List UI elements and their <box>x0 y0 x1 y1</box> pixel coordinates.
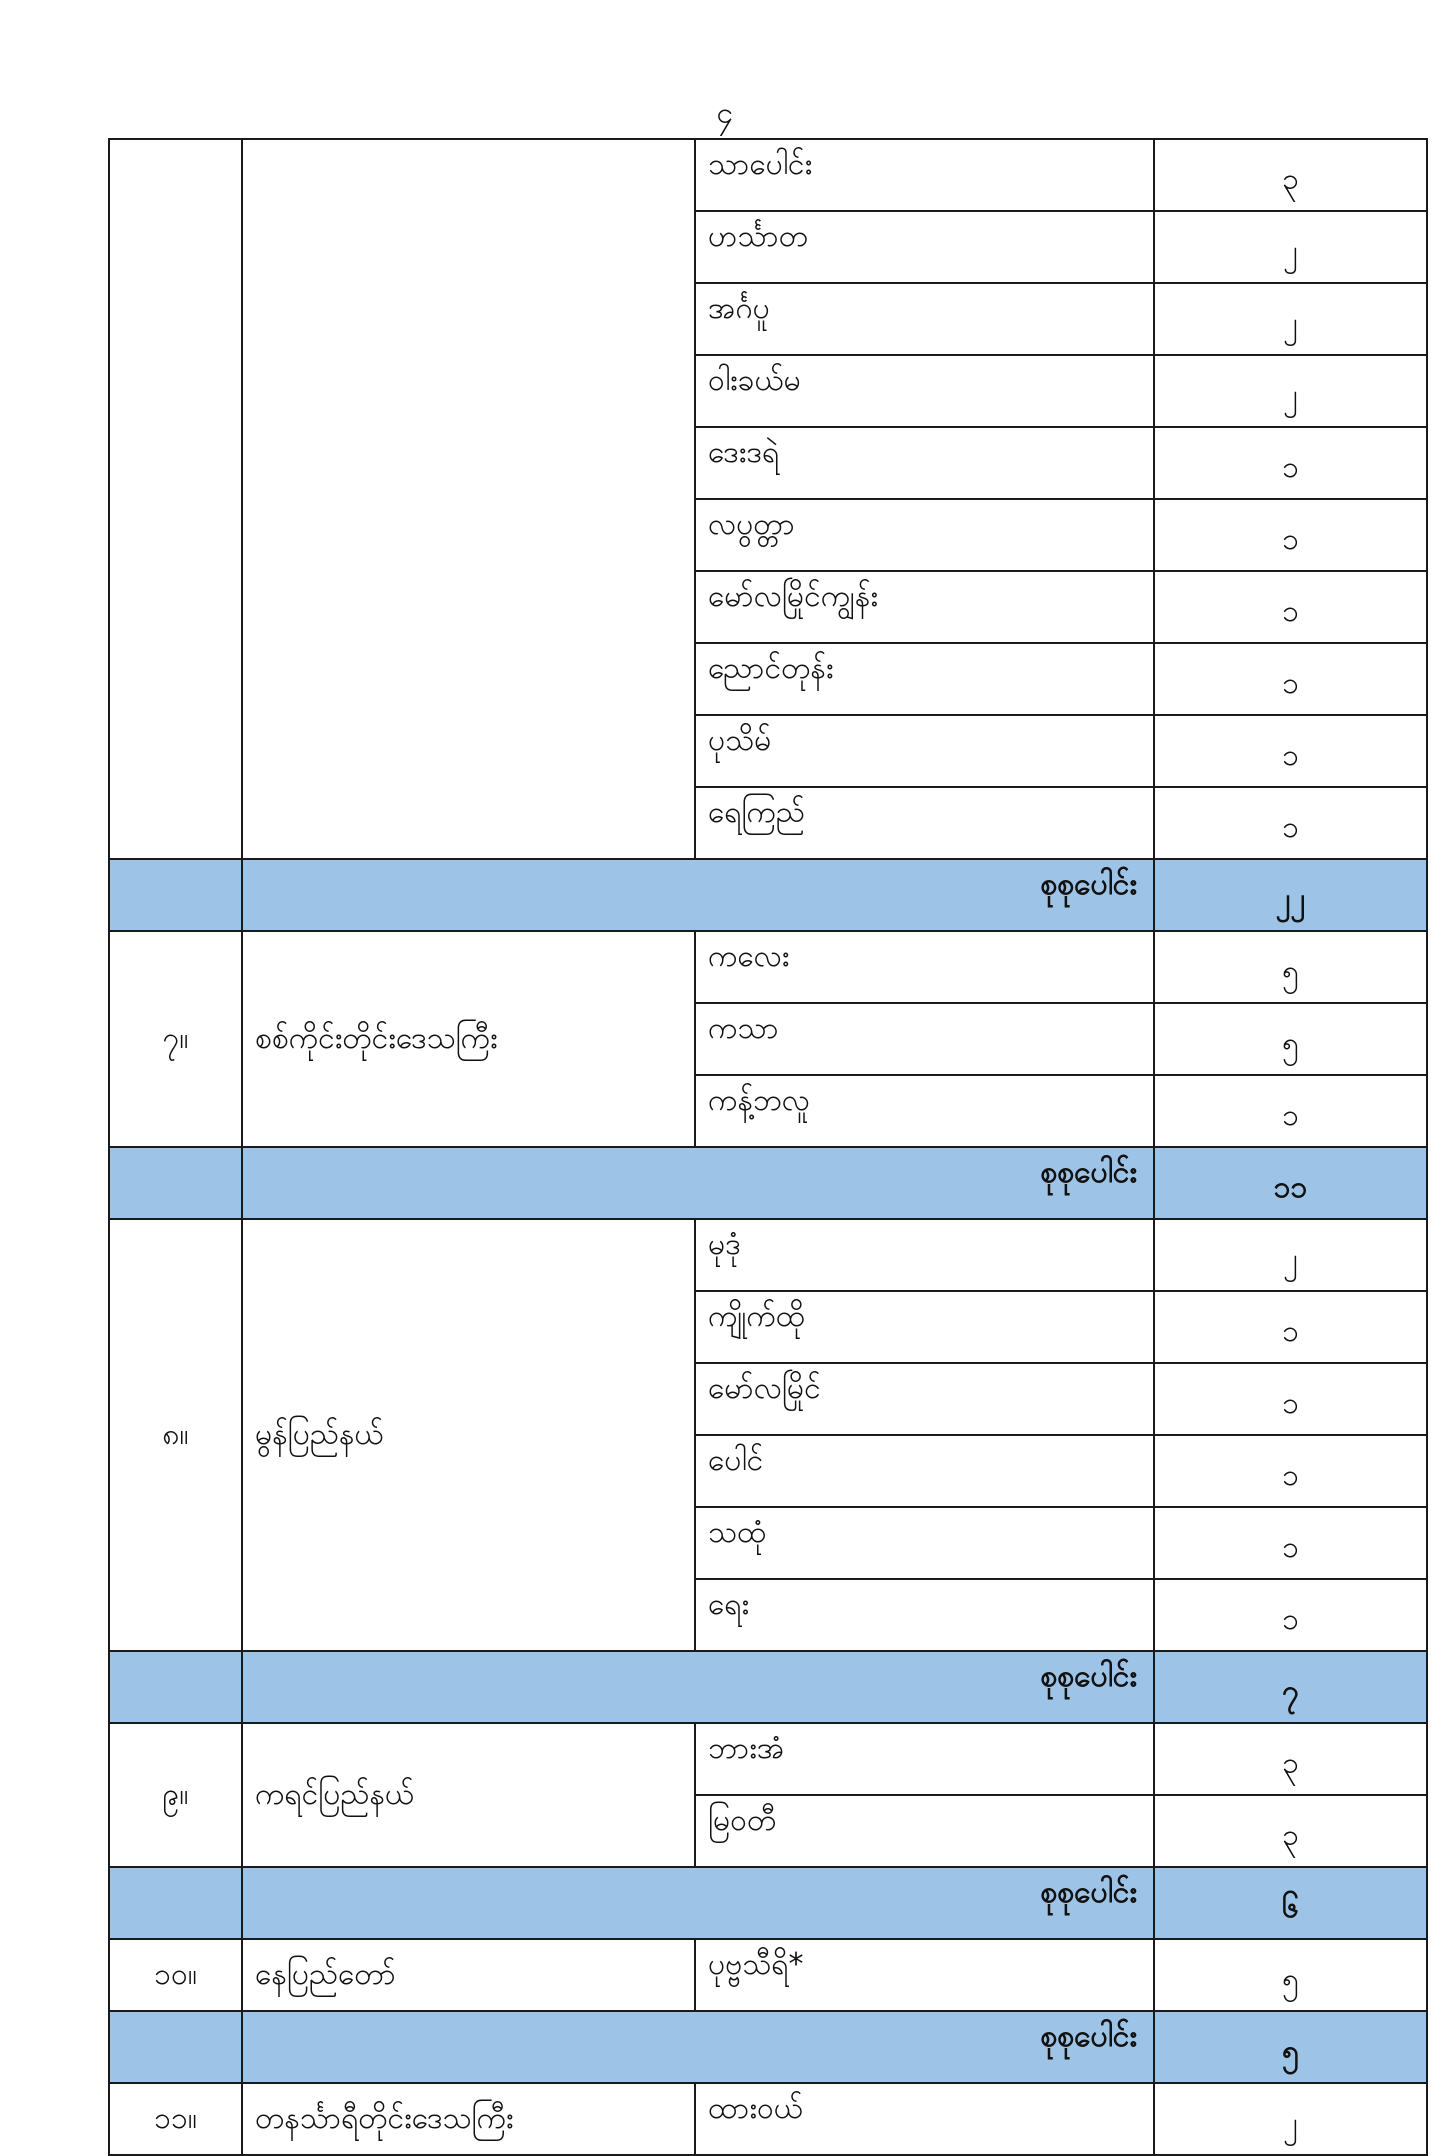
table-row <box>109 1723 1427 1795</box>
township-cell: ထားဝယ် <box>695 2083 1154 2155</box>
total-count: ၆ <box>1154 1867 1427 1939</box>
township-cell: လပွတ္တာ <box>695 499 1154 571</box>
table-row <box>109 931 1427 1003</box>
total-row <box>109 2011 1427 2083</box>
region-number-cell: ၁၁။ <box>109 2083 242 2155</box>
page-number: ၄ <box>716 96 733 131</box>
total-empty-cell <box>109 2011 242 2083</box>
region-name-cell: တနင်္သာရီတိုင်းဒေသကြီး <box>242 2083 695 2155</box>
count-cell: ၃ <box>1154 1723 1427 1795</box>
count-cell: ၅ <box>1154 1939 1427 2011</box>
count-cell: ၁ <box>1154 571 1427 643</box>
township-cell: ညောင်တုန်း <box>695 643 1154 715</box>
count-cell: ၁ <box>1154 1507 1427 1579</box>
township-cell: ရေကြည် <box>695 787 1154 859</box>
total-label: စုစုပေါင်း <box>242 2011 1154 2083</box>
total-empty-cell <box>109 1867 242 1939</box>
total-count: ၅ <box>1154 2011 1427 2083</box>
township-cell: ကန့်ဘလူ <box>695 1075 1154 1147</box>
count-cell: ၂ <box>1154 1219 1427 1291</box>
township-cell: ဝါးခယ်မ <box>695 355 1154 427</box>
count-cell: ၂ <box>1154 211 1427 283</box>
count-cell: ၁ <box>1154 499 1427 571</box>
count-cell: ၅ <box>1154 1003 1427 1075</box>
total-label: စုစုပေါင်း <box>242 859 1154 931</box>
total-label: စုစုပေါင်း <box>242 1147 1154 1219</box>
total-row <box>109 859 1427 931</box>
township-cell: အင်္ဂပူ <box>695 283 1154 355</box>
region-number-cell: ၇။ <box>109 931 242 1147</box>
total-label: စုစုပေါင်း <box>242 1867 1154 1939</box>
count-cell: ၃ <box>1154 139 1427 211</box>
total-empty-cell <box>109 1147 242 1219</box>
region-number-cell <box>109 139 242 859</box>
region-number-cell: ၁၀။ <box>109 1939 242 2011</box>
township-cell: ရေး <box>695 1579 1154 1651</box>
region-name-cell: နေပြည်တော် <box>242 1939 695 2011</box>
total-count: ၇ <box>1154 1651 1427 1723</box>
township-cell: သထုံ <box>695 1507 1154 1579</box>
count-cell: ၅ <box>1154 931 1427 1003</box>
region-name-cell: မွန်ပြည်နယ် <box>242 1219 695 1651</box>
total-empty-cell <box>109 859 242 931</box>
table-row <box>109 139 1427 211</box>
township-cell: မြဝတီ <box>695 1795 1154 1867</box>
township-cell: မော်လမြိုင်ကျွန်း <box>695 571 1154 643</box>
count-cell: ၃ <box>1154 1795 1427 1867</box>
region-name-cell: စစ်ကိုင်းတိုင်းဒေသကြီး <box>242 931 695 1147</box>
township-cell: ပေါင် <box>695 1435 1154 1507</box>
total-row <box>109 1651 1427 1723</box>
township-cell: ကလေး <box>695 931 1154 1003</box>
region-number-cell: ၈။ <box>109 1219 242 1651</box>
count-cell: ၁ <box>1154 1291 1427 1363</box>
count-cell: ၁ <box>1154 643 1427 715</box>
township-cell: ဘားအံ <box>695 1723 1154 1795</box>
table-body <box>109 139 1427 2155</box>
township-cell: ပုသိမ် <box>695 715 1154 787</box>
township-cell: မော်လမြိုင် <box>695 1363 1154 1435</box>
count-cell: ၁ <box>1154 1075 1427 1147</box>
region-name-cell <box>242 139 695 859</box>
township-cell: ကျိုက်ထို <box>695 1291 1154 1363</box>
township-cell: မုဒုံ <box>695 1219 1154 1291</box>
count-cell: ၁ <box>1154 1363 1427 1435</box>
count-cell: ၂ <box>1154 283 1427 355</box>
township-count-table <box>108 138 1428 2156</box>
count-cell: ၁ <box>1154 427 1427 499</box>
township-cell: ဒေးဒရဲ <box>695 427 1154 499</box>
total-count: ၂၂ <box>1154 859 1427 931</box>
region-name-cell: ကရင်ပြည်နယ် <box>242 1723 695 1867</box>
township-cell: ဟင်္သာတ <box>695 211 1154 283</box>
count-cell: ၂ <box>1154 355 1427 427</box>
table-row <box>109 1219 1427 1291</box>
count-cell: ၁ <box>1154 1579 1427 1651</box>
total-row <box>109 1867 1427 1939</box>
region-number-cell: ၉။ <box>109 1723 242 1867</box>
total-label: စုစုပေါင်း <box>242 1651 1154 1723</box>
total-count: ၁၁ <box>1154 1147 1427 1219</box>
count-cell: ၂ <box>1154 2083 1427 2155</box>
table-row <box>109 2083 1427 2155</box>
township-cell: သာပေါင်း <box>695 139 1154 211</box>
township-cell: ကသာ <box>695 1003 1154 1075</box>
total-empty-cell <box>109 1651 242 1723</box>
table-row <box>109 1939 1427 2011</box>
total-row <box>109 1147 1427 1219</box>
count-cell: ၁ <box>1154 1435 1427 1507</box>
count-cell: ၁ <box>1154 787 1427 859</box>
count-cell: ၁ <box>1154 715 1427 787</box>
township-cell: ပုဗ္ဗသီရိ* <box>695 1939 1154 2011</box>
